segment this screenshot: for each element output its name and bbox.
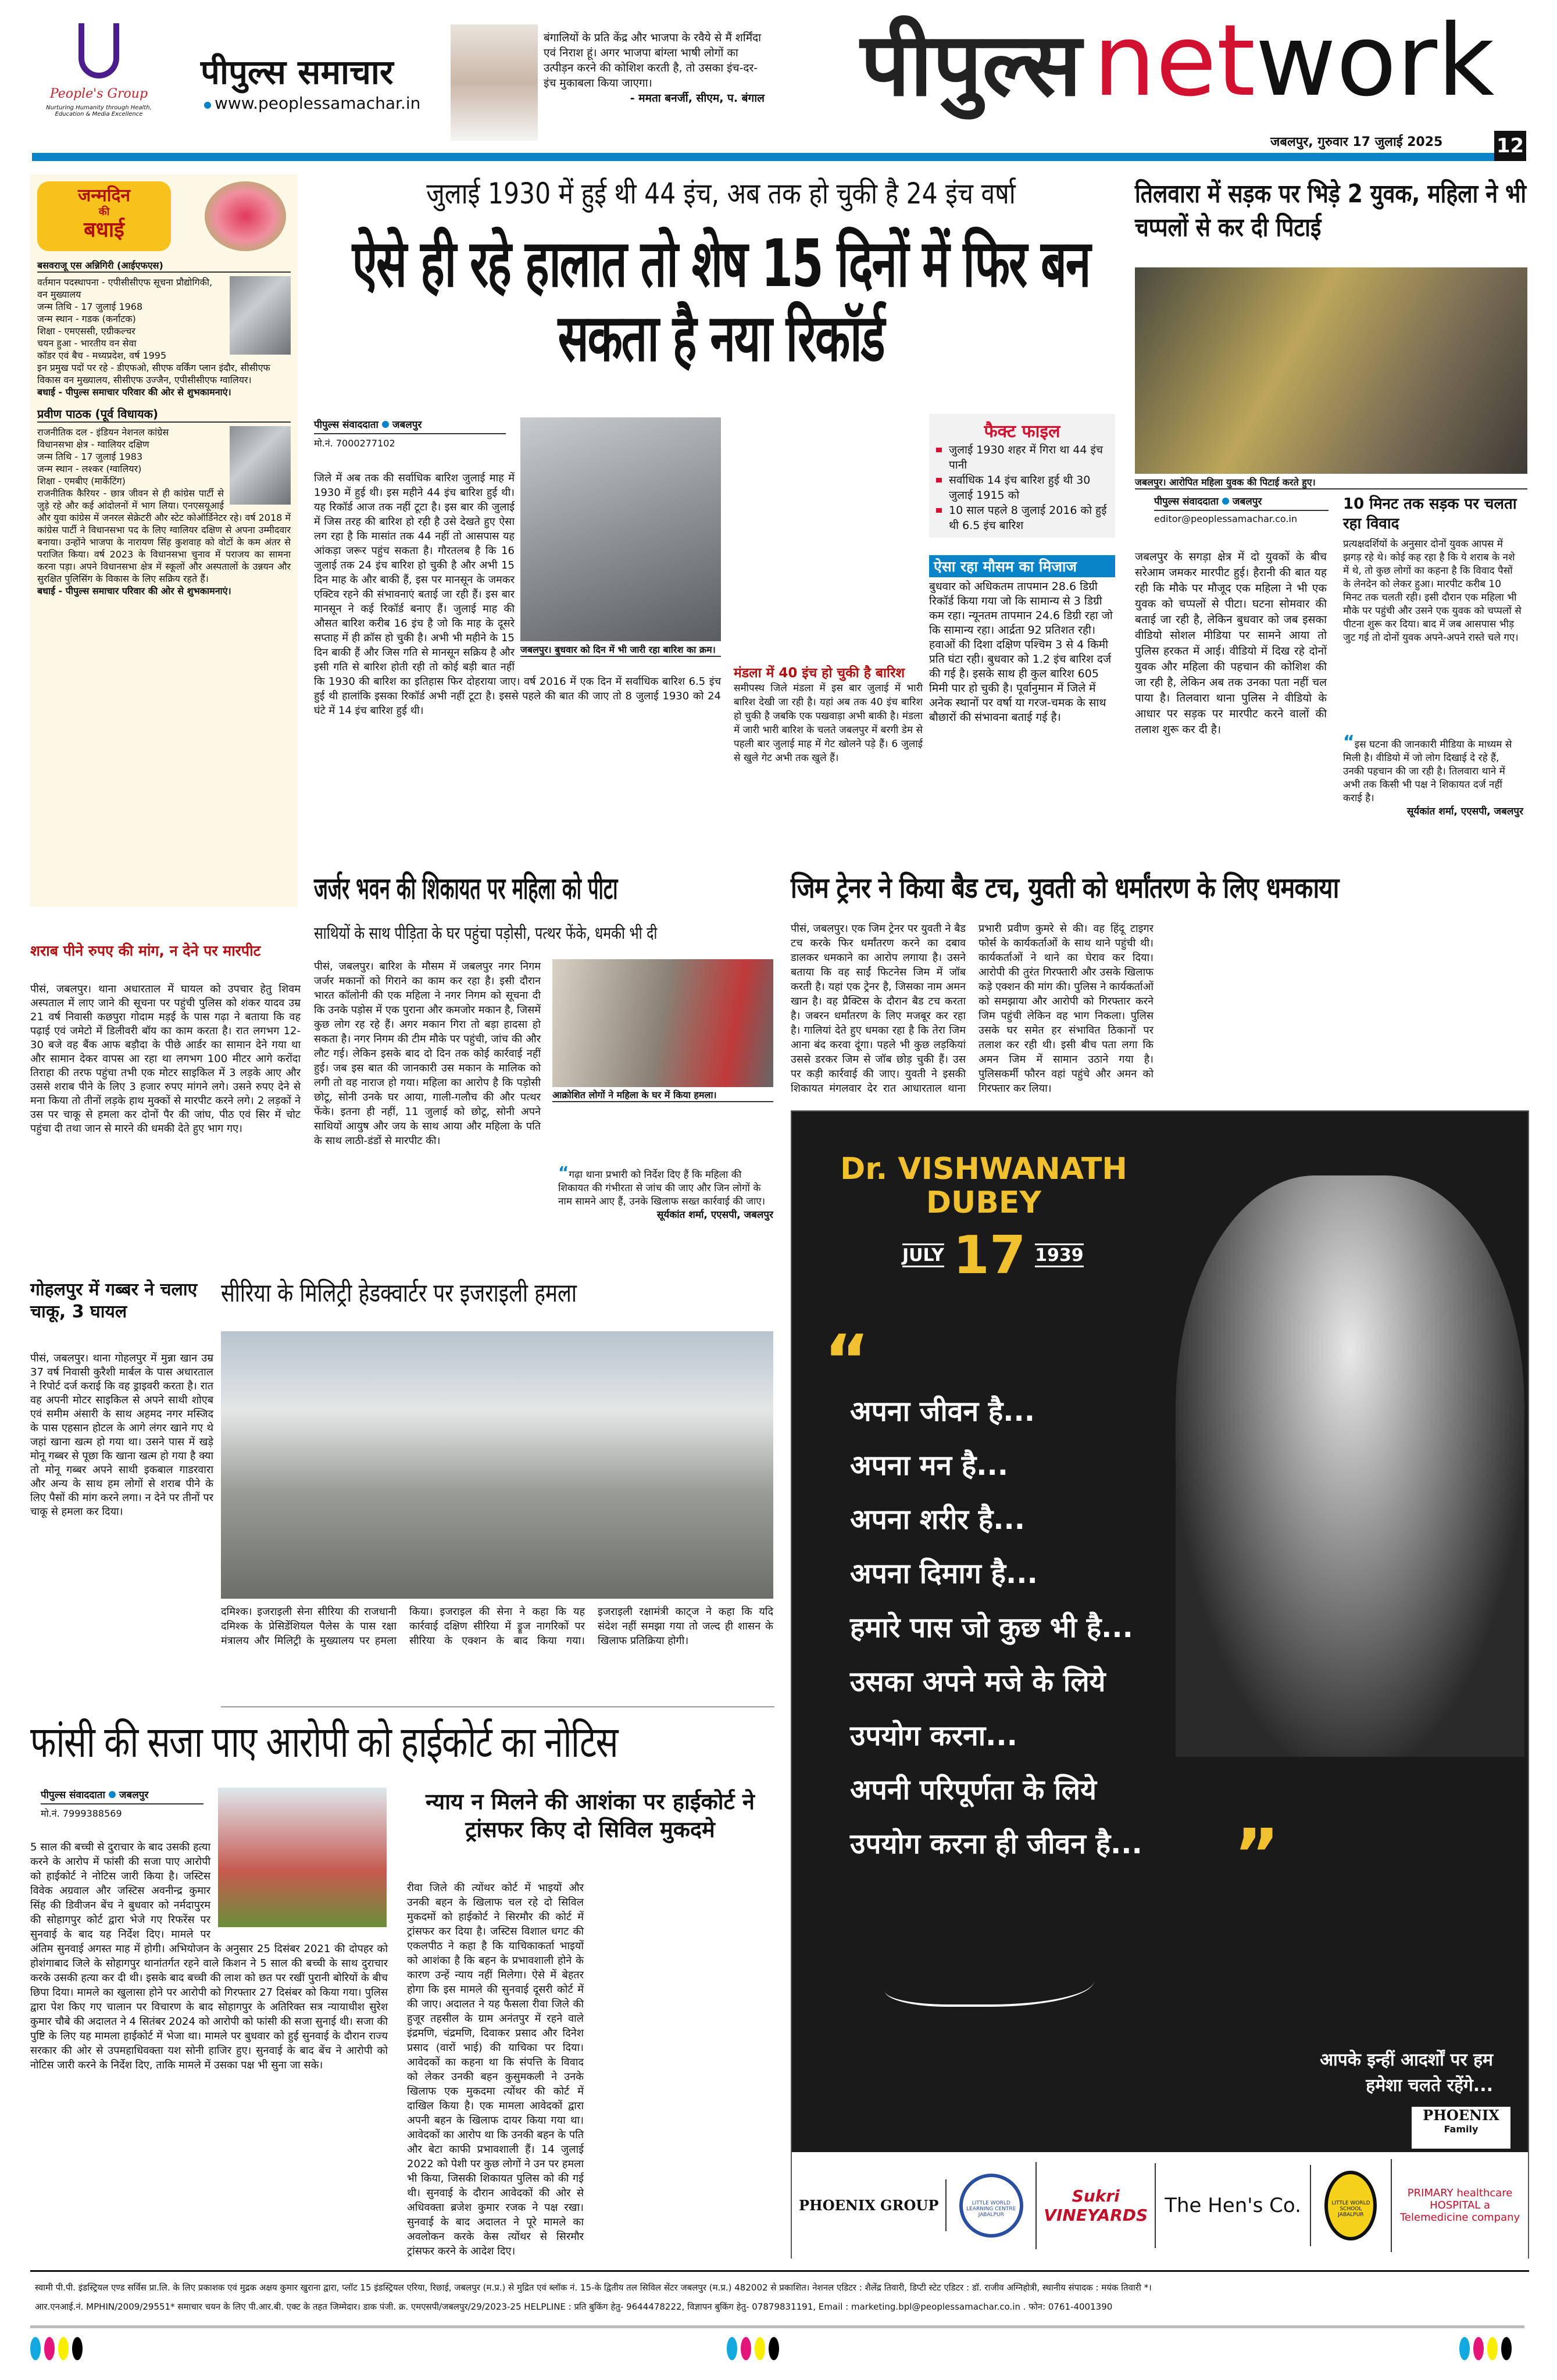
- fact-text: 10 साल पहले 8 जुलाई 2016 को हुई थी 6.5 इंच बारिश: [949, 504, 1107, 532]
- building-subhead: साथियों के साथ पीड़िता के घर पहुंचा पड़ोसी, पत्थर फेंके, धमकी भी दी: [314, 923, 658, 943]
- syria-headline: सीरिया के मिलिट्री हेडक्वार्टर पर इजराइली हमला: [221, 1278, 577, 1308]
- page-number: 12: [1494, 131, 1526, 161]
- group-logo: [41, 23, 157, 140]
- fact-file-title: फैक्ट फाइल: [984, 421, 1060, 442]
- mandla-box: [734, 663, 923, 765]
- group-tagline: Nurturing Humanity through Health, Education & Media Excellence: [46, 105, 152, 117]
- ad-quote-line: अपना दिमाग है...: [850, 1557, 1038, 1590]
- sponsor-little-world-school: [1311, 2159, 1392, 2252]
- ad-tagline-line: आपके इन्हीं आदर्शों पर हम: [1320, 2050, 1493, 2070]
- tilwara-side-head: 10 मिनट तक सड़क पर चलता रहा विवाद: [1343, 495, 1517, 533]
- reporter-email[interactable]: editor@peoplessamachar.co.in: [1154, 513, 1298, 524]
- fact-text: सर्वाधिक 14 इंच बारिश हुई थी 30 जुलाई 1915 को: [949, 474, 1091, 502]
- sponsor-label: LITTLE WORLD LEARNING CENTRE JABALPUR: [959, 2174, 1023, 2238]
- cyan-mark-icon: [30, 2337, 41, 2360]
- footer-rule: [30, 2270, 1529, 2272]
- yellow-mark-icon: [755, 2337, 765, 2360]
- person2-name: प्रवीण पाठक (पूर्व विधायक): [37, 406, 291, 423]
- ad-year: 1939: [1035, 1243, 1084, 1267]
- person1-name: बसवराजू एस अन्निगिरी (आईएफएस): [37, 259, 291, 273]
- magenta-mark-icon: [741, 2337, 751, 2360]
- birthday-column: [30, 174, 298, 907]
- signature-icon: [885, 1954, 1094, 2007]
- weather-body: बुधवार को अधिकतम तापमान 28.6 डिग्री रिकॉर्ड किया गया जो कि सामान्य से 3 डिग्री कम रहा। न्यूनतम तापमान 24.6 डिग्री रहा जो कि सामान्य रहा। आर्द्रता 92 प्रतिशत रही। हवाओं की दिशा दक्षिण पश्चिम 3 से 4 किमी प्रति घंटा रही। बुधवार को 1.2 इंच बारिश दर्ज की गई है। इसके साथ ही कुल बारिश 605 मिमी पार हो चुकी है। पूर्वानुमान में जिले में अनेक स्थानों पर वर्षा या गरज-चमक के साथ बौछारों की संभावना बताई गई है।: [929, 580, 1113, 724]
- ad-quote-line: हमारे पास जो कुछ भी है...: [850, 1611, 1133, 1644]
- person2-photo: [230, 426, 291, 505]
- tilwara-side-body: प्रत्यक्षदर्शियों के अनुसार दोनों युवक आपस में झगड़ रहे थे। कोई कह रहा है कि ये शराब के नशे में थे, तो कुछ लोगों का कहना है कि विवाद पैसों के लेनदेन को लेकर हुआ। मारपीट करीब 10 मिनट तक चलती रही। इसी दौरान एक महिला भी मौके पर पहुंची और उसने एक युवक को चप्पलों से पीटना शुरू कर दिया। बाद में जब आसपास भीड़ जुट गई तो दोनों युवक अपने-अपने रास्ते चले गए।: [1343, 538, 1522, 644]
- fact-text: जुलाई 1930 शहर में गिरा था 44 इंच पानी: [949, 444, 1103, 471]
- quote-author: सूर्यकांत शर्मा, एएसपी, जबलपुर: [1406, 806, 1523, 817]
- cyan-mark-icon: [1459, 2337, 1470, 2360]
- header-quote: बंगालियों के प्रति केंद्र और भाजपा के रवैये से मैं शर्मिंदा एवं निराश हूं। अगर भाजपा बांग्ला भाषी लोगों का उत्पीड़न करने की कोशिश करती है, तो उसका इंच-दर-इंच मुकाबला किया जाएगा।: [544, 31, 762, 90]
- building-photo: [552, 959, 773, 1087]
- ad-quote-line: उसका अपने मजे के लिये: [850, 1666, 1106, 1698]
- rain-photo-caption: जबलपुर। बुधवार को दिन में भी जारी रहा बारिश का क्रम।: [520, 643, 721, 657]
- quote-icon: “: [1343, 732, 1355, 752]
- url-dot-icon: [204, 102, 211, 109]
- building-body: पीसं, जबलपुर। बारिश के मौसम में जबलपुर नगर निगम जर्जर मकानों को गिराने का काम कर रहा है। इसी दौरान भारत कॉलोनी की एक महिला ने नगर निगम को सूचना दी कि उनके पड़ोस में एक पुराना और कमजोर मकान है, जिसमें कुछ लोग रह रहे हैं। अगर मकान गिरा तो बड़ा हादसा हो सकता है। नगर निगम की टीम मौके पर पहुंची, जांच की और लौट गई। लेकिन इसके बाद दो दिन तक कोई कार्रवाई नहीं हुई। जब इस बात की जानकारी उस मकान के मालिक को लगी तो वह नाराज हो गया। महिला का आरोप है कि पड़ोसी छोटू, सोनी उनके घर आया, गाली-गलौच की और पत्थर फेंके। इतना ही नहीं, 11 जुलाई को छोटू, सोनी अपने साथियों आयुष और जय के साथ आया और महिला के पति के साथ लाठी-डंडों से मारपीट की।: [314, 960, 541, 1147]
- weather-title: ऐसा रहा मौसम का मिजाज: [929, 555, 1115, 577]
- rain-headline: ऐसे ही रहे हालात तो शेष 15 दिनों में फिर बन सकता है नया रिकॉर्ड: [352, 226, 1090, 376]
- masthead-work: work: [1255, 3, 1495, 119]
- birthday-title: [37, 181, 171, 251]
- detail-line: बधाई - पीपुल्स समाचार परिवार की ओर से शुभकामनाएं।: [37, 585, 231, 596]
- byline-name: पीपुल्स संवाददाता: [1154, 496, 1219, 508]
- black-mark-icon: [769, 2337, 779, 2360]
- tilwara-body: जबलपुर के सगड़ा क्षेत्र में दो युवकों के बीच सरेआम जमकर मारपीट हुई। हैरानी की बात यह रही कि मौके पर मौजूद एक महिला ने भी एक युवक को चप्पलों से पीटा। घटना सोमवार की बताई जा रही है, लेकिन बुधवार को जब इसका वीडियो सोशल मीडिया पर सामने आया तो पुलिस हरकत में आई। वीडियो में दिख रहे दोनों युवक और महिला की पहचान की कोशिश की जा रही है, लेकिन अब तक उनका पता नहीं चल पाया है। तिलवारा थाना पुलिस ने वीडियो के आधार पर सड़क पर मारपीट करने वालों की तलाश शुरू कर दी है।: [1135, 551, 1327, 736]
- ad-quote-line: उपयोग करना...: [850, 1720, 1017, 1752]
- tilwara-headline: तिलवारा में सड़क पर भिड़े 2 युवक, महिला ने भी चप्पलों से कर दी पिटाई: [1135, 179, 1527, 242]
- sponsor-primary-healthcare: PRIMARY healthcare HOSPITAL a Telemedicine company: [1399, 2187, 1520, 2224]
- byline-dot-icon: [109, 1791, 116, 1798]
- rain-body: जिले में अब तक की सर्वाधिक बारिश जुलाई माह में 1930 में हुई थी। इस महीने 44 इंच बारिश हुई थी। यह रिकॉर्ड आज तक नहीं टूटा है। इस बार की जुलाई में जिस तरह की बारिश हो रही है उसे देखते हुए ऐसा लग रहा है कि मासांत तक 44 नहीं तो आसपास यह आंकड़ा जरूर पहुंच सकता है। गौरतलब है कि 16 जुलाई तक 24 इंच बारिश हो चुकी है और अभी 15 दिन माह के और बाकी हैं, इस पर मानसून के जमकर एक्टिव रहने की संभावनाएं बताई जा रही हैं। इस बार मानसून ने कई रिकॉर्ड बनाए हैं। जुलाई माह की औसत बारिश करीब 16 इंच है जो कि माह के दूसरे सप्ताह में ही क्रॉस हो चुकी है। अभी भी महीने के 15 दिन बाकी हैं और जिस गति से मानसून सक्रिय है और इसी गति से बारिश होती रही तो कोई बड़ी बात नहीं कि 1930 की बारिश का इतिहास फिर दोहराया जाए। वर्ष 2016 में एक दिन में सर्वाधिक बारिश 6.5 इंच हुई थी हालांकि इसका रिकॉर्ड अभी नहीं टूटा है। इससे पहले की बात की जाए तो 8 जुलाई 1930 को 24 घंटे में 14 इंच बारिश हुई थी।: [314, 472, 721, 717]
- byline-city: जबलपुर: [119, 1789, 149, 1801]
- hanging-byline: [41, 1788, 203, 1820]
- paper-url-row[interactable]: [201, 94, 445, 113]
- rain-byline: [314, 417, 506, 449]
- ad-name: [833, 1152, 1135, 1220]
- person2-section: [37, 426, 291, 597]
- liquor-headline: शराब पीने रुपए की मांग, न देने पर मारपीट: [30, 942, 261, 959]
- ad-quote-line: अपना शरीर है...: [850, 1503, 1025, 1536]
- civil-body: रीवा जिले की त्योंथर कोर्ट में भाइयों और उनकी बहन के खिलाफ चल रहे दो सिविल मुकदमों को हाईकोर्ट ने सिरमौर की कोर्ट में ट्रांसफर कर दिया है। जस्टिस विशाल धगट की एकलपीठ ने कहा है कि याचिकाकर्ता भाइयों को आशंका है कि बहन के प्रभावशाली होने के कारण उन्हें न्याय नहीं मिलेगा। ऐसे में बेहतर होगा कि इस मामले की सुनवाई दूसरी कोर्ट में की जाए। अदालत ने यह फैसला रीवा जिले की हुजूर तहसील के ग्राम अनंतपुर में रहने वाले इंद्रमणि, चंद्रमणि, दिवाकर प्रसाद और दिनेश प्रसाद (वारों भाई) की याचिका पर दिया। आवेदकों का कहना था कि संपत्ति के विवाद को लेकर उनकी बहन कुसुमकली ने उनके खिलाफ एक मुकदमा त्योंथर की कोर्ट में दाखिल किया है। एक मामला आवेदकों द्वारा अपनी बहन के खिलाफ दायर किया गया था। आवेदकों का आरोप था कि उनकी बहन के पति और बेटा काफी प्रभावशाली हैं। 14 जुलाई 2022 को पेशी पर कुछ लोगों ने उन पर हमला भी किया, जिसकी शिकायत पुलिस को की गई थी। सुनवाई के दौरान आवेदकों की ओर से अधिवक्ता ब्रजेश कुमार रजक ने पक्ष रखा। सुनवाई के बाद अदालत ने पूरे मामले का अवलोकन करके केस त्योंथर से सिरमौर ट्रांसफर करने के आदेश दिए।: [407, 1882, 584, 2257]
- rain-kicker: जुलाई 1930 में हुई थी 44 इंच, अब तक हो चुकी है 24 इंच वर्षा: [426, 177, 1016, 210]
- byline-name: पीपुल्स संवाददाता: [41, 1789, 105, 1801]
- byline-dot-icon: [1222, 498, 1229, 505]
- liquor-body: पीसं, जबलपुर। थाना अधारताल में घायल को उपचार हेतु शिवम अस्पताल में लाए जाने की सूचना पर पहुंची पुलिस को शंकर यादव उम्र 21 वर्ष निवासी कछपुरा गोदाम मड़ई के पास गढ़ा ने बताया कि वह पढ़ाई एवं जमेटो में डिलीवरी बॉय का काम करता है। रात लगभग 12-30 बजे वह बैंक आफ बड़ौदा के पीछे आर्डर का सामान देने गया था और सामान देकर वापस आ रहा था लगभग 100 मीटर आगे करोंदा तिराहा की तरफ पहुंचा तभी एक मोटर साइकिल में 3 लड़के आए और उससे शराब पीने के लिए 3 हजार रुपए मांगने लगे। उसने रुपए देने से मना किया तो तीनों लड़के हाथ मुक्कों से मारपीट करने लगे। 2 लड़कों ने उस पर चाकू से हमला कर दोनों पैर की जांघ, पीठ एवं सिर में चोट पहुंचा दी तथा जान से मारने की धमकी देते हुए भाग गए।: [30, 983, 301, 1135]
- masthead-hindi: पीपुल्स: [860, 15, 1082, 116]
- registration-marks-right: [1459, 2337, 1512, 2360]
- ad-tagline-line: हमेशा चलते रहेंगे...: [1366, 2075, 1493, 2096]
- birthday-title-mid: की: [98, 206, 110, 218]
- detail-line: जन्म तिथि - 17 जुलाई 1983: [37, 451, 143, 462]
- detail-line: शिक्षा - एमबीए (मार्केटिंग): [37, 476, 126, 487]
- flowers-icon: [205, 181, 286, 251]
- sponsor-learning-centre: [947, 2162, 1037, 2249]
- mandla-subhead: मंडला में 40 इंच हो चुकी है बारिश: [734, 666, 905, 681]
- ad-month: JULY: [902, 1243, 944, 1267]
- syria-body: दमिश्क। इजराइली सेना सीरिया की राजधानी दमिश्क के प्रेसिडेंशियल पैलेस के पास रक्षा मंत्रालय और मिलिट्री के मुख्यालय पर हमला किया। इजराइल की सेना ने कहा कि यह कार्रवाई दक्षिण सीरिया में ड्रूज नागरिकों पर सीरिया के एक्शन के बाद किया गया। इजराइली रक्षामंत्री काट्ज ने कहा कि यदि संदेश नहीं समझा गया तो जल्द ही शासन के खिलाफ प्रतिक्रिया होगी।: [221, 1606, 773, 1647]
- tilwara-quote: [1343, 732, 1523, 819]
- detail-line: वर्तमान पदस्थापना - एपीसीसीएफ सूचना प्रौद्योगिकी, वन मुख्यालय: [37, 277, 213, 300]
- detail-line: जन्म तिथि - 17 जुलाई 1968: [37, 301, 143, 312]
- detail-line: कॉडर एवं बैच - मध्यप्रदेश, वर्ष 1995: [37, 350, 167, 361]
- magenta-mark-icon: [44, 2337, 55, 2360]
- ad-quote-line: अपना जीवन है...: [850, 1395, 1035, 1428]
- header-quote-author: - ममता बनर्जी, सीएम, प. बंगाल: [630, 92, 765, 105]
- fact-item: [936, 473, 1108, 503]
- family-logo-sub: Family: [1444, 2124, 1479, 2135]
- tilwara-byline: [1154, 494, 1329, 524]
- byline-name: पीपुल्स संवाददाता: [314, 419, 378, 431]
- gym-headline: जिम ट्रेनर ने किया बैड टच, युवती को धर्मांतरण के लिए धमकाया: [791, 871, 1339, 905]
- weather-box: [929, 555, 1115, 725]
- sponsor-strip: [792, 2152, 1528, 2259]
- tilwara-photo-caption: जबलपुर। आरोपित महिला युवक की पिटाई करते हुए।: [1135, 476, 1527, 489]
- ad-birthdate: [902, 1225, 1084, 1286]
- ad-name-line1: Dr. VISHWANATH: [840, 1152, 1127, 1187]
- reporter-phone: मो.नं. 7000277102: [314, 438, 395, 449]
- cyan-mark-icon: [727, 2337, 737, 2360]
- building-quote: [558, 1163, 773, 1222]
- detail-line: राजनीतिक कैरियर - छात्र जीवन से ही कांग्रेस पार्टी से जुड़े रहे और कई आंदोलनों में भाग लिया। एनएसयूआई और युवा कांग्रेस में जनरल सेक्रेटरी और स्टेट कोऑर्डिनेटर रहे। वर्ष 2018 में कांग्रेस पार्टी ने विधानसभा पद के लिए ग्वालियर दक्षिण से अपना उम्मीदवार बनाया। उन्होंने भाजपा के नारायण सिंह कुशवाह को वोटों के कम अंतर से पराजित किया। वर्ष 2023 के विधानसभा चुनाव में पराजय का सामना करना पड़ा। अपने विधानसभा क्षेत्र में स्कूलों और अस्पतालों के उन्नयन और सुरक्षित पुलिसिंग के विकास के लिए सक्रिय रहते हैं।: [37, 488, 291, 584]
- detail-line: जन्म स्थान - लश्कर (ग्वालियर): [37, 463, 142, 474]
- detail-line: राजनीतिक दल - इंडियन नेशनल कांग्रेस: [37, 427, 169, 438]
- building-headline: जर्जर भवन की शिकायत पर महिला को पीटा: [314, 871, 618, 906]
- mandla-body: समीपस्थ जिले मंडला में इस बार जुलाई में भारी बारिश देखी जा रही है। यहां अब तक 40 इंच बारिश हो चुकी है जबकि एक पखवाड़ा अभी बाकी है। मंडला में जारी भारी बारिश के चलते जबलपुर में बरगी डेम से पहली बार जुलाई माह में गेट खोलने पड़े हैं। 6 जुलाई से खुले गेट अभी तक खुले हैं।: [734, 682, 923, 764]
- ad-quote-line: अपनी परिपूर्णता के लिये: [850, 1774, 1097, 1806]
- group-emblem-icon: [78, 23, 119, 78]
- paper-url[interactable]: www.peoplessamachar.in: [215, 94, 421, 113]
- byline-dot-icon: [382, 421, 389, 428]
- sponsor-label: LITTLE WORLD SCHOOL JABALPUR: [1324, 2171, 1377, 2240]
- family-logo-text: PHOENIX: [1423, 2107, 1499, 2124]
- gohalpur-body: पीसं, जबलपुर। थाना गोहलपुर में मुन्ना खान उम्र 37 वर्ष निवासी कुरैशी मार्बल के पास अधारताल ने रिपोर्ट दर्ज कराई कि वह ड्राइवरी करता है। रात वह अपनी मोटर साइकिल से अपने साथी शोएब एवं समीम अंसारी के साथ अहमद नगर मस्जिद के पास एहसान होटल के आगे लंगर खाने गए थे जहां खाना खत्म हो गया था। उसने पास में खड़े मोनू गब्बर से पूछा कि खाना खत्म हो गया है क्या तो मोनू गब्बर अपने साथी इकबाल गाडरवारा और अन्य के साथ हम लोगों से शराब पीने के लिए पैसों की मांग करने लगा। न देने पर तीनों पर चाकू से हमला कर दिया।: [30, 1352, 213, 1518]
- footer-rule-grey: [30, 2325, 1524, 2328]
- detail-line: चयन हुआ - भारतीय वन सेवा: [37, 338, 137, 349]
- fact-item: [936, 503, 1108, 533]
- sponsor-phoenix-group: PHOENIX GROUP: [792, 2179, 947, 2231]
- ad-quote-line: अपना मन है...: [850, 1449, 1008, 1482]
- quote-text: इस घटना की जानकारी मीडिया के माध्यम से मिली है। वीडियो में जो लोग दिखाई दे रहे हैं, उनकी पहचान की जा रही है। तिलवारा थाने में अभी तक किसी भी पक्ष ने शिकायत दर्ज नहीं कराई है।: [1343, 739, 1512, 804]
- close-quote-icon: ”: [1234, 1815, 1280, 1896]
- detail-line: शिक्षा - एमएससी, एग्रीकल्चर: [37, 326, 135, 337]
- masthead: [860, 3, 1495, 119]
- tribute-ad: [791, 1110, 1529, 2259]
- ad-tagline: [1320, 2047, 1493, 2099]
- magenta-mark-icon: [1473, 2337, 1484, 2360]
- portrait-photo: [1176, 1175, 1524, 1757]
- hanging-body: 5 साल की बच्ची से दुराचार के बाद उसकी हत्या करने के आरोप में फांसी की सजा पाए आरोपी को हाईकोर्ट ने नोटिस जारी किया है। जस्टिस विवेक अग्रवाल और जस्टिस अवनीन्द्र कुमार सिंह की डिवीजन बेंच ने बुधवार को नर्मदापुरम की सोहागपुर कोर्ट द्वारा भेजे गए रिफरेंस पर सुनवाई के बाद यह निर्देश दिए। मामले पर अंतिम सुनवाई अगस्त माह में होगी। अभियोजन के अनुसार 25 दिसंबर 2021 की दोपहर को होशंगाबाद जिले के सोहागपुर थानांतर्गत रहने वाले किशन ने 5 साल की बच्ची के साथ दुराचार करके उसकी हत्या कर दी थी। इसके बाद बच्ची की लाश को छत पर रखीं पुरानी बोरियों के बीच छिपा दिया। मामले का खुलासा होने पर आरोपी को गिरफ्तार 27 दिसंबर को किया गया। पुलिस द्वारा पेश किए गए चालान पर विचारण के बाद सोहागपुर के अतिरिक्त सत्र न्यायाधीश सुरेश कुमार चौबे की अदालत ने 4 सितंबर 2024 को आरोपी को फांसी की सजा सुनाई थी। सजा की पुष्टि के लिए यह मामला हाईकोर्ट में भेजा था। मामले पर बुधवार को हुई सुनवाई के दौरान राज्य सरकार की ओर से उपमहाधिवक्ता यश सोनी हाजिर हुए। सुनवाई के बाद बेंच ने आरोपी को नोटिस जारी करने के निर्देश दिए, ताकि मामले में उसका पक्ष भी सुना जा सके।: [30, 1841, 388, 2071]
- open-quote-icon: “: [824, 1321, 870, 1402]
- yellow-mark-icon: [1487, 2337, 1498, 2360]
- section-divider: [221, 1706, 774, 1707]
- detail-line: बधाई - पीपुल्स समाचार परिवार की ओर से शुभकामनाएं।: [37, 387, 231, 398]
- yellow-mark-icon: [58, 2337, 69, 2360]
- black-mark-icon: [72, 2337, 83, 2360]
- registration-marks-left: [30, 2337, 83, 2360]
- syria-photo: [221, 1331, 773, 1599]
- footer-contacts: आर.एनआई.नं. MPHIN/2009/29551* समाचार चयन के लिए पी.आर.बी. एक्ट के तहत जिम्मेदार। डाक पंजी. क्र. एमएसपी/जबलपुर/29/2023-25 HELPLINE : प्रति बुकिंग हेतु- 9644478222, विज्ञापन बुकिंग हेतु- 07879831191, Email : marketing.bpl@peoplessamachar.co.in . फोन: 0761-4001390: [35, 2302, 1113, 2312]
- tilwara-photo: [1135, 267, 1527, 474]
- person1-photo: [230, 276, 291, 355]
- masthead-ne: ne: [1093, 3, 1217, 119]
- sponsor-hens-co: The Hen's Co.: [1156, 2165, 1310, 2246]
- fact-item: [936, 442, 1108, 473]
- ad-name-line2: DUBEY: [926, 1185, 1042, 1220]
- detail-line: विधानसभा क्षेत्र - ग्वालियर दक्षिण: [37, 439, 149, 450]
- fact-file: [929, 414, 1115, 538]
- paper-logo: [201, 52, 445, 113]
- footer-imprint: स्वामी पी.पी. इंडस्ट्रियल एण्ड सर्विस प्रा.लि. के लिए प्रकाशक एवं मुद्रक अक्षय कुमार खुराना द्वारा, प्लॉट 15 इंडस्ट्रियल एरिया, रिछाई, जबलपुर (म.प्र.) से मुद्रित एवं ब्लॉक नं. 15-के द्वितीय तल सिविल सेंटर जबलपुर (म.प्र.) 482002 से प्रकाशित। नेशनल एडिटर : शैलेंद्र तिवारी, डिप्टी स्टेट एडिटर : डॉ. राजीव अग्निहोत्री, स्थानीय संपादक : मयंक तिवारी *।: [35, 2282, 1152, 2293]
- gohalpur-headline: गोहलपुर में गब्बर ने चलाए चाकू, 3 घायल: [30, 1280, 198, 1322]
- civil-headline: न्याय न मिलने की आशंका पर हाईकोर्ट ने ट्रांसफर किए दो सिविल मुकदमे: [425, 1789, 755, 1842]
- detail-line: जन्म स्थान - गडक (कर्नाटक): [37, 313, 136, 324]
- paper-name: पीपुल्स समाचार: [201, 52, 394, 92]
- building-photo-caption: आक्रोशित लोगों ने महिला के घर में किया हमला।: [552, 1088, 773, 1102]
- hanging-headline: फांसी की सजा पाए आरोपी को हाईकोर्ट का नोटिस: [30, 1717, 618, 1767]
- dateline: जबलपुर, गुरुवार 17 जुलाई 2025: [1270, 135, 1443, 149]
- hanging-body-wrap: [30, 1840, 388, 2072]
- reporter-phone: मो.नं. 7999388569: [41, 1808, 122, 1819]
- registration-marks-mid: [727, 2337, 779, 2360]
- quote-author: सूर्यकांत शर्मा, एएसपी, जबलपुर: [656, 1209, 773, 1221]
- birthday-title-top: जन्मदिन: [77, 185, 131, 206]
- ad-day: 17: [953, 1225, 1026, 1286]
- byline-city: जबलपुर: [1232, 496, 1262, 508]
- header-rule: [32, 153, 1494, 161]
- detail-line: इन प्रमुख पदों पर रहे - डीएफओ, सीएफ वर्किंग प्लान इंदौर, सीसीएफ विकास वन मुख्यालय, सीसीएफ उज्जैन, एपीसीसीएफ ग्वालियर।: [37, 362, 270, 385]
- hanging-photo-spacer: [210, 1840, 388, 1933]
- byline-city: जबलपुर: [392, 419, 422, 431]
- person1-section: [37, 276, 291, 398]
- ad-quote: [850, 1385, 1142, 1871]
- ad-quote-line: उपयोग करना ही जीवन है...: [850, 1828, 1142, 1860]
- quote-text: गढ़ा थाना प्रभारी को निर्देश दिए हैं कि महिला की शिकायत की गंभीरता से जांच की जाए और जिन लोगों के नाम सामने आए हैं, उनके खिलाफ सख्त कार्रवाई की जाए।: [558, 1169, 766, 1207]
- quote-box: [544, 30, 765, 106]
- masthead-t: t: [1216, 3, 1256, 119]
- quote-icon: “: [558, 1163, 569, 1182]
- group-name: People's Group: [49, 87, 148, 101]
- birthday-title-bottom: बधाई: [84, 218, 124, 242]
- phoenix-family-logo: [1412, 2107, 1510, 2149]
- rain-photo: [520, 417, 721, 641]
- black-mark-icon: [1501, 2337, 1512, 2360]
- mamata-photo: [451, 24, 538, 141]
- sponsor-sukri: Sukri VINEYARDS: [1037, 2163, 1156, 2248]
- gym-body: पीसं, जबलपुर। एक जिम ट्रेनर पर युवती ने बैड टच करके फिर धर्मांतरण करने का दबाव डालकर धमकाने का आरोप लगाया है। उसने बताया कि वह साईं फिटनेस जिम में जॉब करती है। यहां एक ट्रेनर है, जिसका नाम अमन खान है। वह प्रैक्टिस के दौरान बैड टच करता है। जबरन धर्मांतरण के लिए मजबूर कर रहा है। गालियां देते हुए धमका रहा है कि तेरा जिम आना बंद करवा दूंगा। पहले भी कुछ लड़कियां उससे डरकर जिम से जॉब छोड़ चुकी हैं। उस पर कड़ी कार्रवाई की जाए। युवती ने इसकी शिकायत मंगलवार देर रात आधारताल थाना प्रभारी प्रवीण कुमरे से की। वह हिंदू टाइगर फोर्स के कार्यकर्ताओं के साथ थाने पहुंची थी। कार्यकर्ताओं ने थाने का घेराव कर दिया। आरोपी की तुरंत गिरफ्तारी और उसके खिलाफ कड़े एक्शन की मांग की। पुलिस ने कार्यकर्ताओं को समझाया और आरोपी को गिरफ्तार करने जिम पहुंची लेकिन वह भाग निकला। पुलिस उसके घर समेत हर संभावित ठिकानों पर तलाश कर रही थी। इसी बीच पता लगा कि अमन जिम में सामान उठाने गया है। पुलिसकर्मी फौरन वहां पहुंचे और अमन को गिरफ्तार कर लिया।: [791, 923, 1154, 1095]
